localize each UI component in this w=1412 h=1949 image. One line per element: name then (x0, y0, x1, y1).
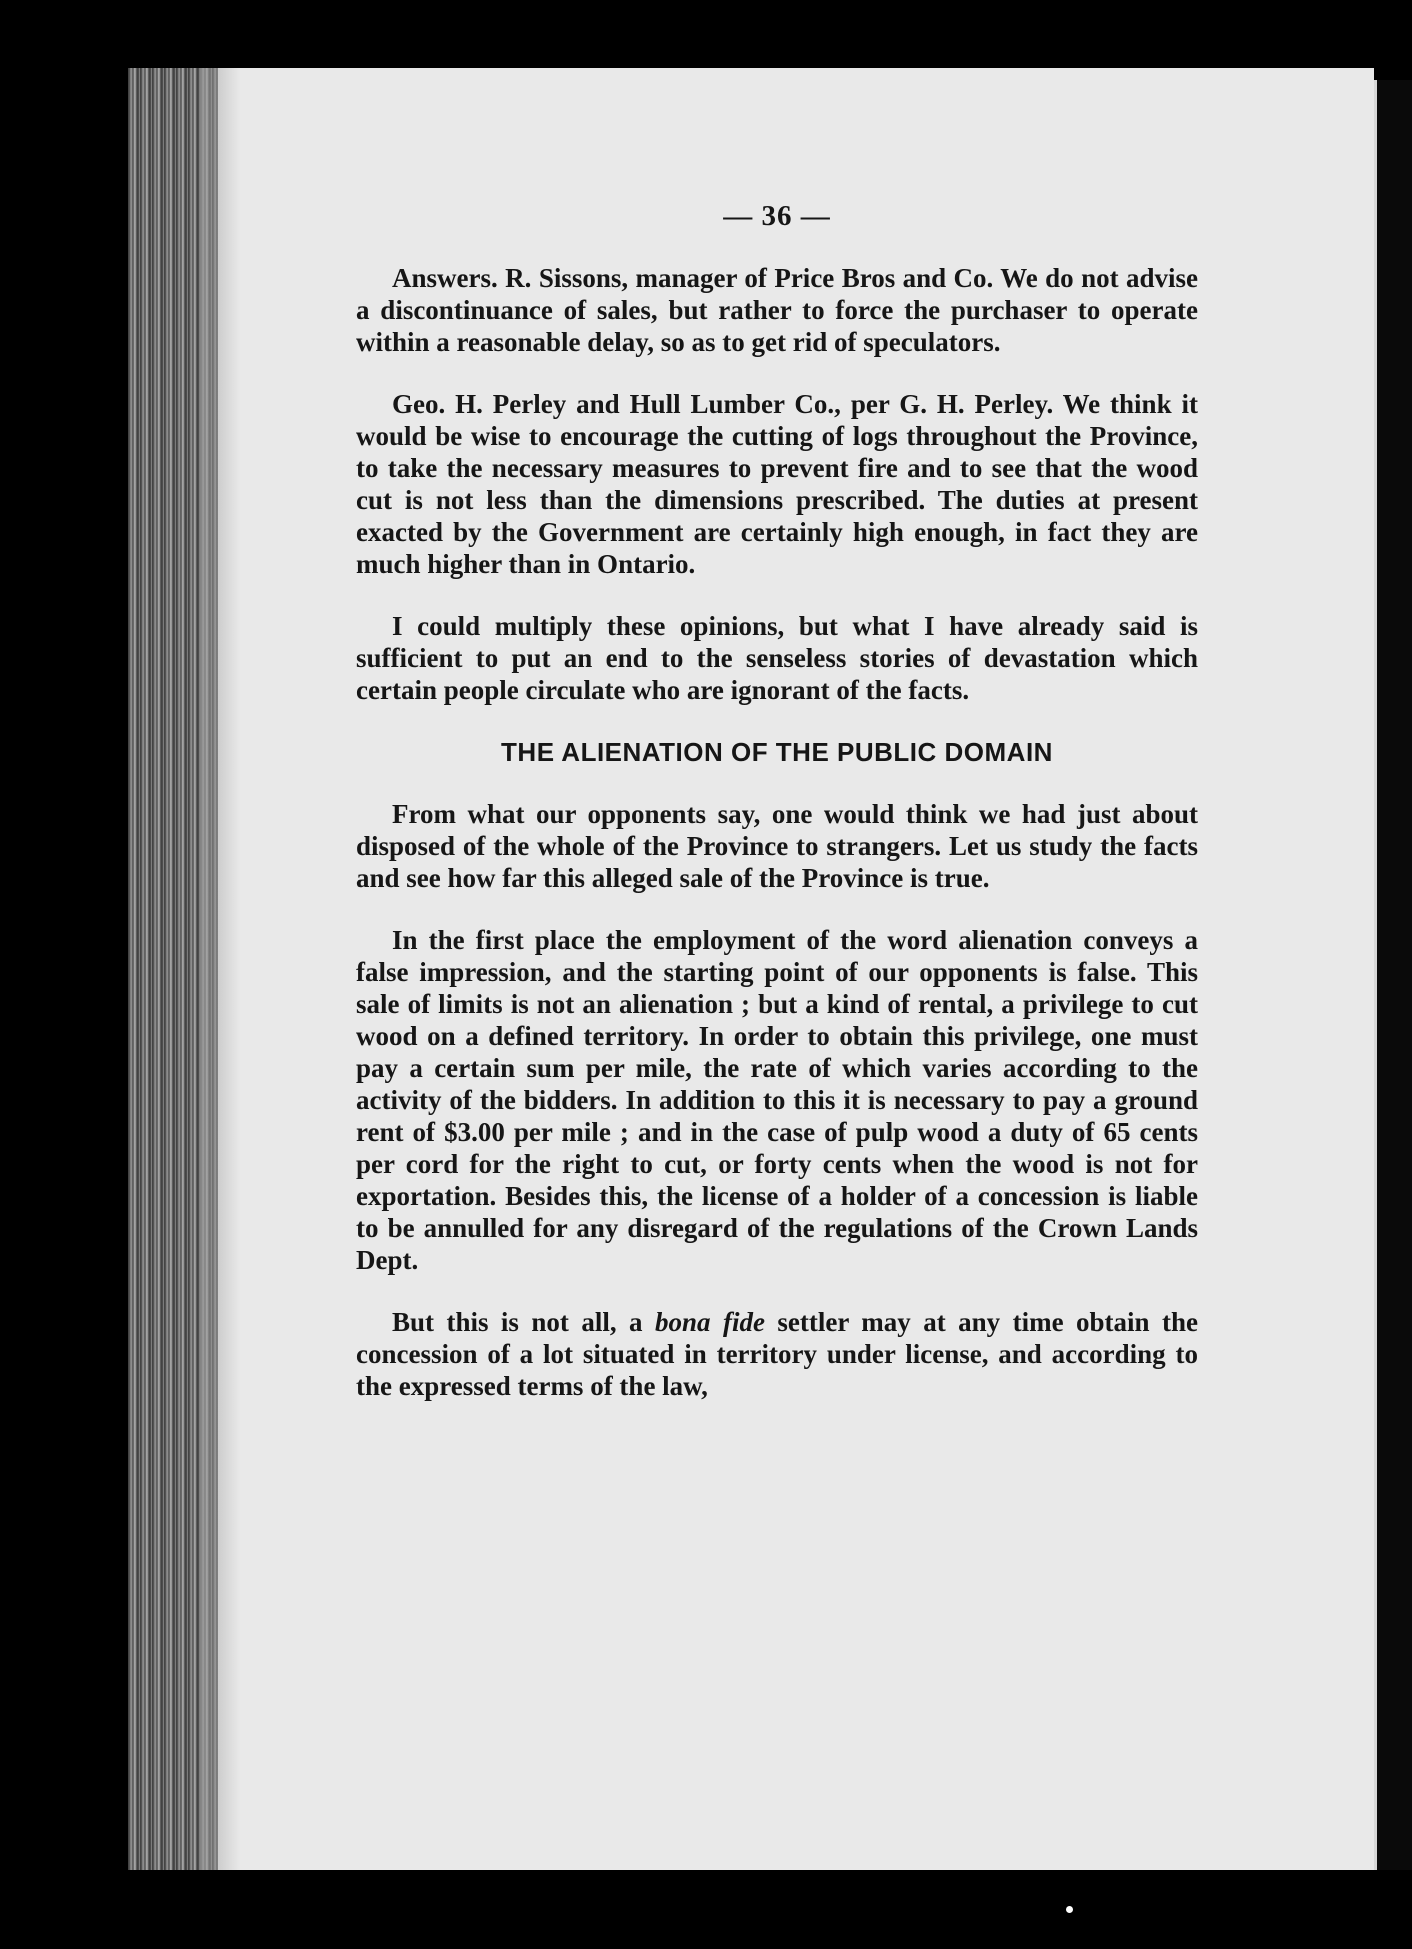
scan-speck (1066, 1906, 1073, 1913)
paragraph-opponents: From what our opponents say, one would think we had just about disposed of the whole of the Province to strangers. Let us study the facts and see how far this alleged sale of the Province is true. (356, 799, 1198, 893)
page-text (356, 200, 1198, 1432)
paragraph-perley: Geo. H. Perley and Hull Lumber Co., per G. H. Perley. We think it would be wise to encourage the cutting of logs throughout the Province, to take the necessary measures to prevent fire and to see that the wood cut is not less than the dimensions prescribed. The duties at present exacted by the Government are certainly high enough, in fact they are much higher than in Ontario. (356, 389, 1198, 579)
bona-fide-italic: bona fide (654, 1307, 765, 1337)
bona-fide-text-after: settler may at any time obtain the concession of a lot situated in territory under license, and according to the expressed terms of the law, (356, 1307, 1198, 1401)
paragraph-alienation: In the first place the employment of the word alienation conveys a false impression, and the starting point of our opponents is false. This sale of limits is not an alienation ; but a kind of rental, a privilege to cut wood on a defined territory. In order to obtain this privilege, one must pay a certain sum per mile, the rate of which varies according to the activity of the bidders. In addition to this it is necessary to pay a ground rent of $3.00 per mile ; and in the case of pulp wood a duty of 65 cents per cord for the right to cut, or forty cents when the wood is not for exportation. Besides this, the license of a holder of a concession is liable to be annulled for any disregard of the regulations of the Crown Lands Dept. (356, 925, 1198, 1275)
binding-shadow (200, 68, 240, 1870)
section-heading: THE ALIENATION OF THE PUBLIC DOMAIN (501, 737, 1053, 767)
page-number: — 36 — (723, 200, 831, 232)
paragraph-opinions: I could multiply these opinions, but what I have already said is sufficient to put an end to the senseless stories of devastation which certain people circulate who are ignorant of the facts. (356, 611, 1198, 705)
paragraph-bona-fide (356, 1306, 1198, 1402)
bona-fide-text-before: But this is not all, a (392, 1307, 655, 1337)
facing-page-edge (1374, 80, 1412, 1870)
paragraph-sissons: Answers. R. Sissons, manager of Price Bros and Co. We do not advise a discontinuance of sales, but rather to force the purchaser to operate within a reasonable delay, so as to get rid of speculators. (356, 263, 1198, 357)
